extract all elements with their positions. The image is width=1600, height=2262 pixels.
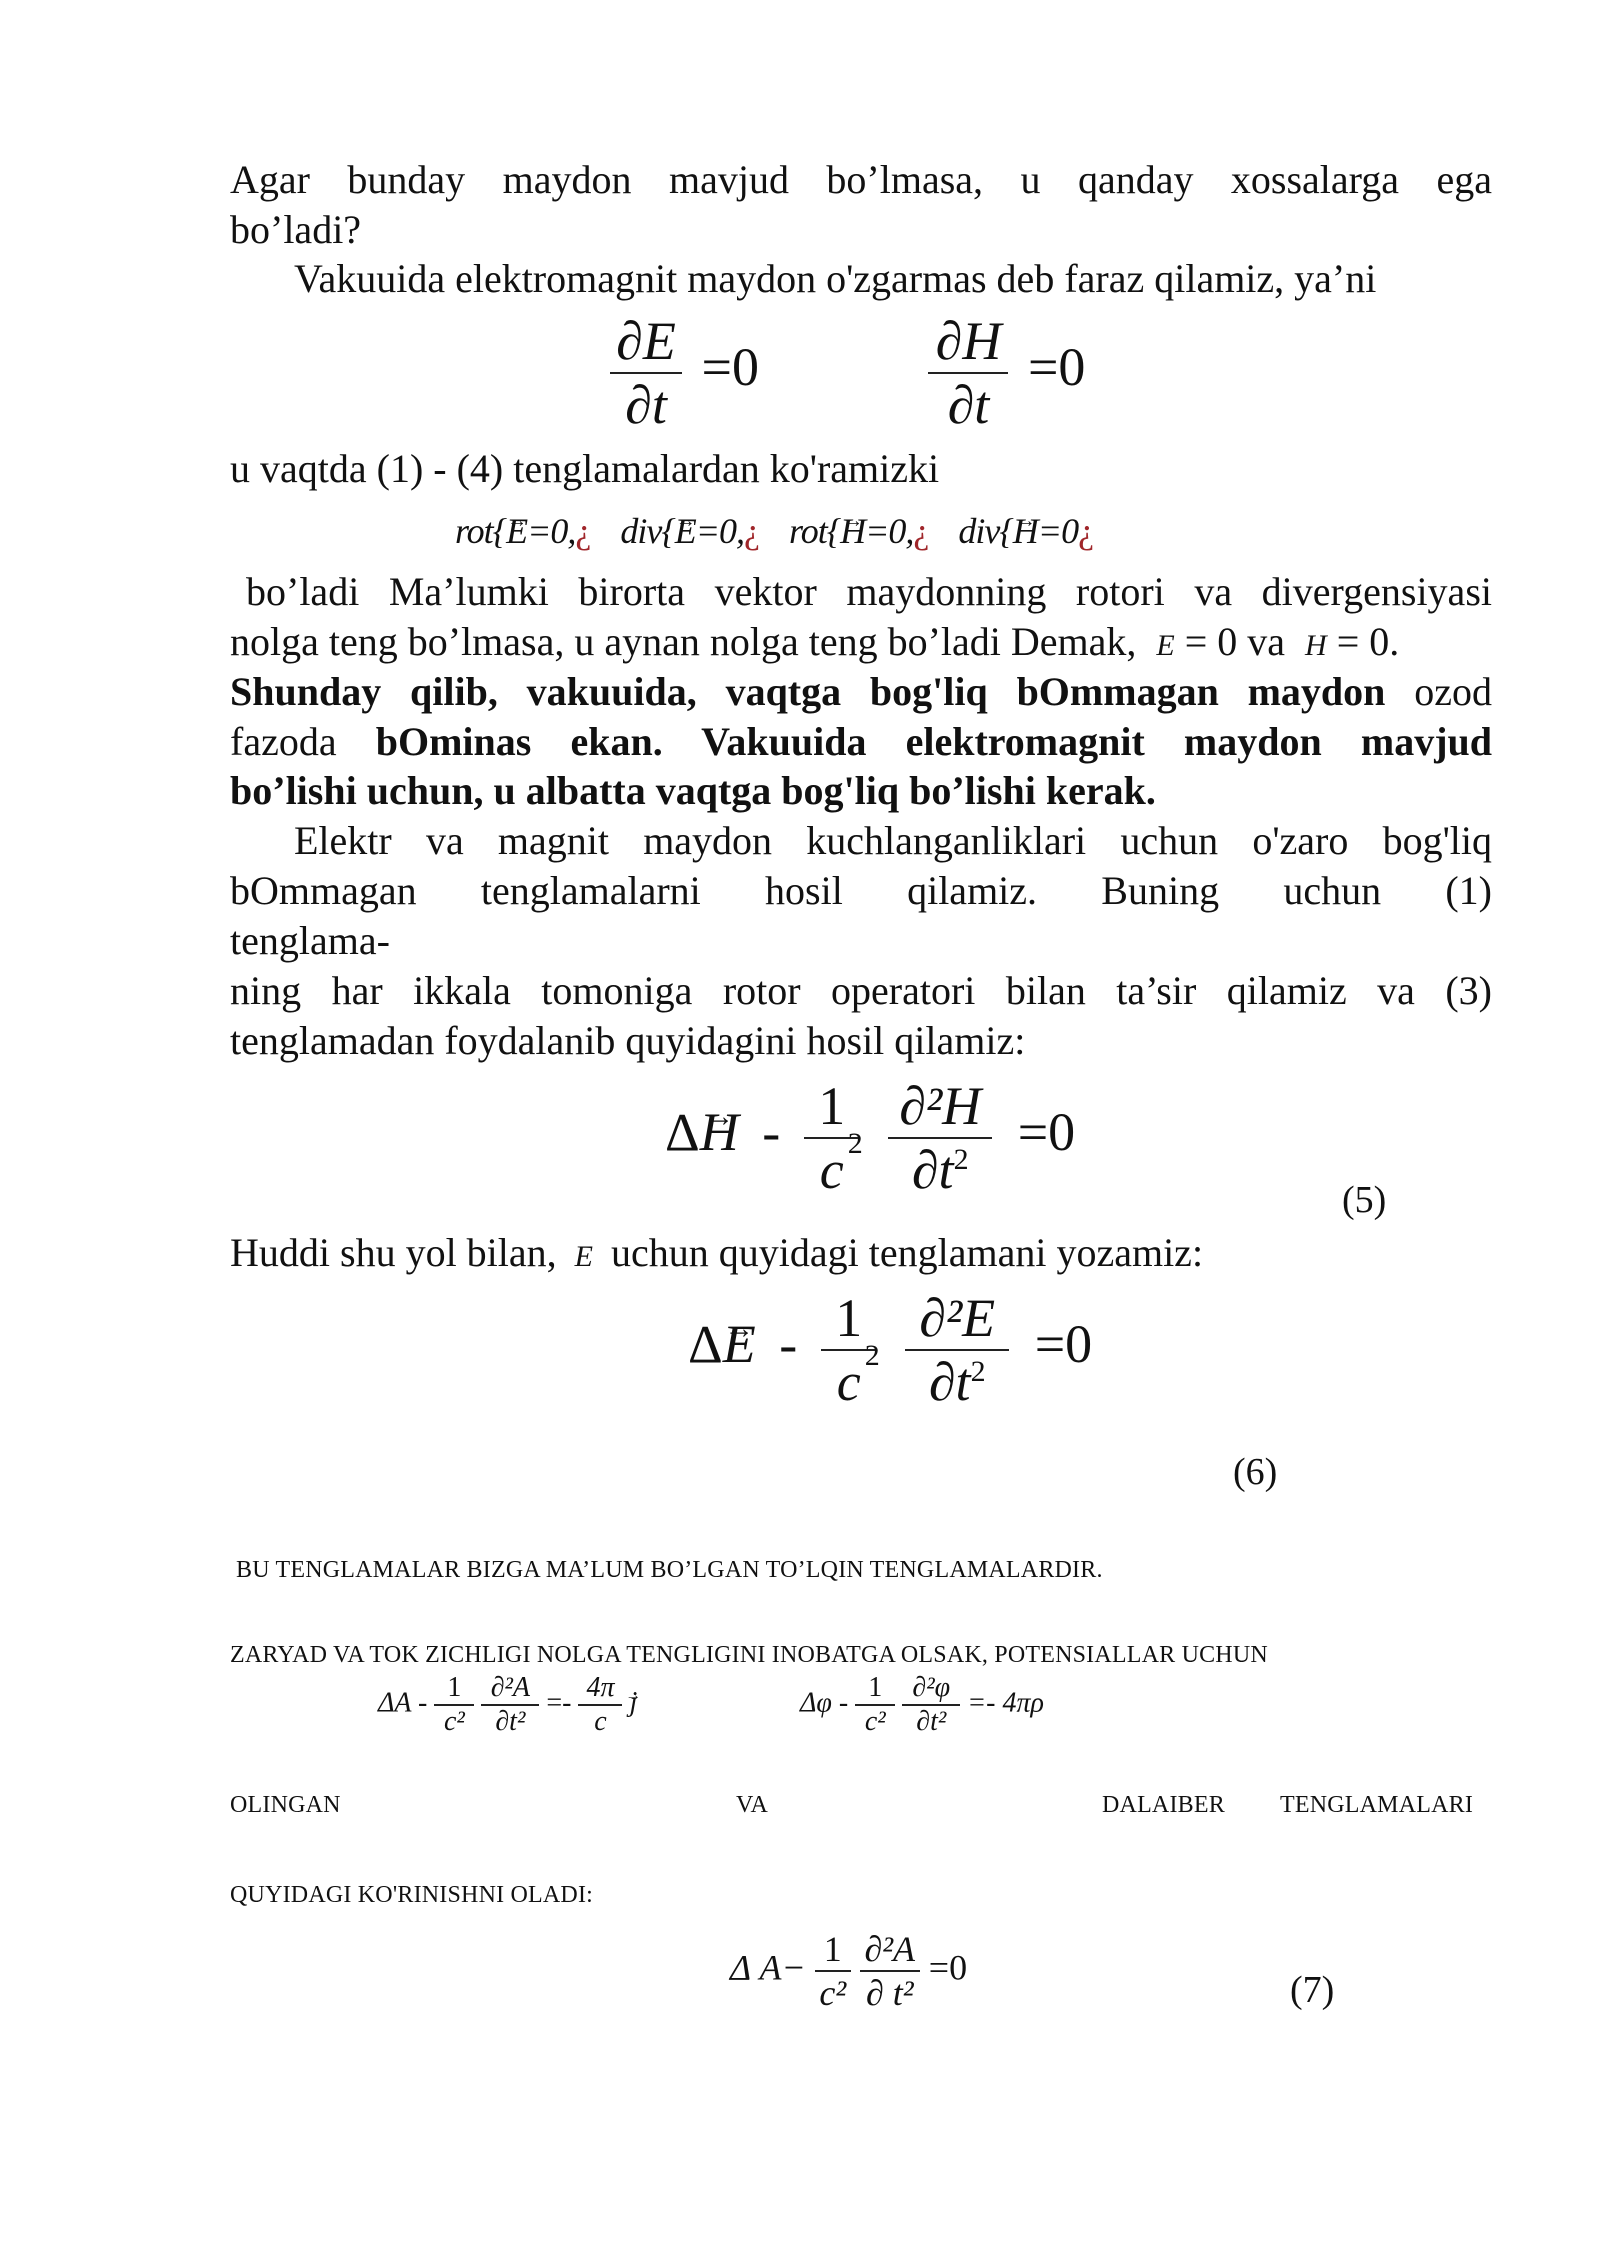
equation-7: Δ A− $\frac{1}{\text{c²}}$ $\frac{\text{∂²A}}{\text{∂ t²}}$ =0 — [730, 1929, 968, 2013]
caps-line: OLINGAN — [230, 1792, 341, 1818]
caps-line: BU TENGLAMALAR BIZGA MA’LUM BO’LGAN TO’LQIN TENGLAMALARDIR. — [236, 1557, 1103, 1583]
paragraph-line: bOmmagan tenglamalarni hosil qilamiz. Buning uchun (1) — [230, 868, 1492, 913]
caps-line: VA — [736, 1792, 768, 1818]
equation-6: Δ→ E - $\frac{1}{c}$ $^2$ $\frac{\text{∂²E}}{\partial t^2}$ =0 — [688, 1287, 1092, 1413]
equation-rot-div: rot{→ E=0,¿ div{→ E=0,¿ rot{→ H=0,¿ div{→ H=0¿ — [455, 510, 1093, 552]
paragraph-line: Huddi shu yol bilan, E uchun quyidagi tenglamani yozamiz: — [230, 1230, 1204, 1275]
paragraph-line: tenglama- — [230, 918, 390, 963]
caps-line: QUYIDAGI KO'RINISHNI OLADI: — [230, 1882, 594, 1908]
equation-potential-a: ΔA - $\frac{1}{\text{c²}}$ $\frac{\text{∂²A}}{\text{∂t²}}$ =- $\frac{4\pi}{c}$ → j — [378, 1672, 637, 1738]
equation-number: (5) — [1342, 1179, 1387, 1221]
caps-line: DALAIBER — [1102, 1792, 1225, 1818]
paragraph-line: Elektr va magnit maydon kuchlanganliklari uchun o'zaro bog'liq — [294, 818, 1492, 863]
paragraph-line: Vakuuida elektromagnit maydon o'zgarmas deb faraz qilamiz, ya’ni — [294, 256, 1377, 301]
equation-static-fields: $\frac{\partial E}{\partial t}$ =0 $\frac{\partial H}{\partial t}$ =0 — [610, 310, 1085, 436]
paragraph-line: nolga teng bo’lmasa, u aynan nolga teng bo’ladi Demak, E = 0 va H = 0. — [230, 619, 1400, 664]
paragraph-line: fazoda bOminas ekan. Vakuuida elektromagnit maydon mavjud — [230, 719, 1493, 764]
paragraph-line: Shunday qilib, vakuuida, vaqtga bog'liq bOmmagan maydon ozod — [230, 669, 1493, 714]
paragraph-line: tenglamadan foydalanib quyidagini hosil qilamiz: — [230, 1018, 1026, 1063]
paragraph-line: bo’lishi uchun, u albatta vaqtga bog'liq bo’lishi kerak. — [230, 768, 1156, 813]
equation-number: (6) — [1233, 1451, 1278, 1493]
equation-potential-phi: Δφ - $\frac{1}{\text{c²}}$ $\frac{\text{∂²φ}}{\text{∂t²}}$ =- 4πρ — [800, 1672, 1044, 1737]
paragraph-line: u vaqtda (1) - (4) tenglamalardan ko'ramizki — [230, 446, 940, 491]
paragraph-line: bo’ladi? — [230, 207, 362, 252]
caps-line: TENGLAMALARI — [1280, 1792, 1474, 1818]
paragraph-line: Agar bunday maydon mavjud bo’lmasa, u qanday xossalarga ega — [230, 157, 1492, 202]
equation-5: Δ→ H - $\frac{1}{c}$ $^2$ $\frac{\text{∂²H}}{\partial t^2}$ =0 — [665, 1075, 1075, 1201]
caps-line: ZARYAD VA TOK ZICHLIGI NOLGA TENGLIGINI INOBATGA OLSAK, POTENSIALLAR UCHUN — [230, 1642, 1268, 1668]
equation-number: (7) — [1290, 1969, 1335, 2011]
paragraph-line: ning har ikkala tomoniga rotor operatori bilan ta’sir qilamiz va (3) — [230, 968, 1492, 1013]
paragraph-line: bo’ladi Ma’lumki birorta vektor maydonning rotori va divergensiyasi — [246, 569, 1492, 614]
